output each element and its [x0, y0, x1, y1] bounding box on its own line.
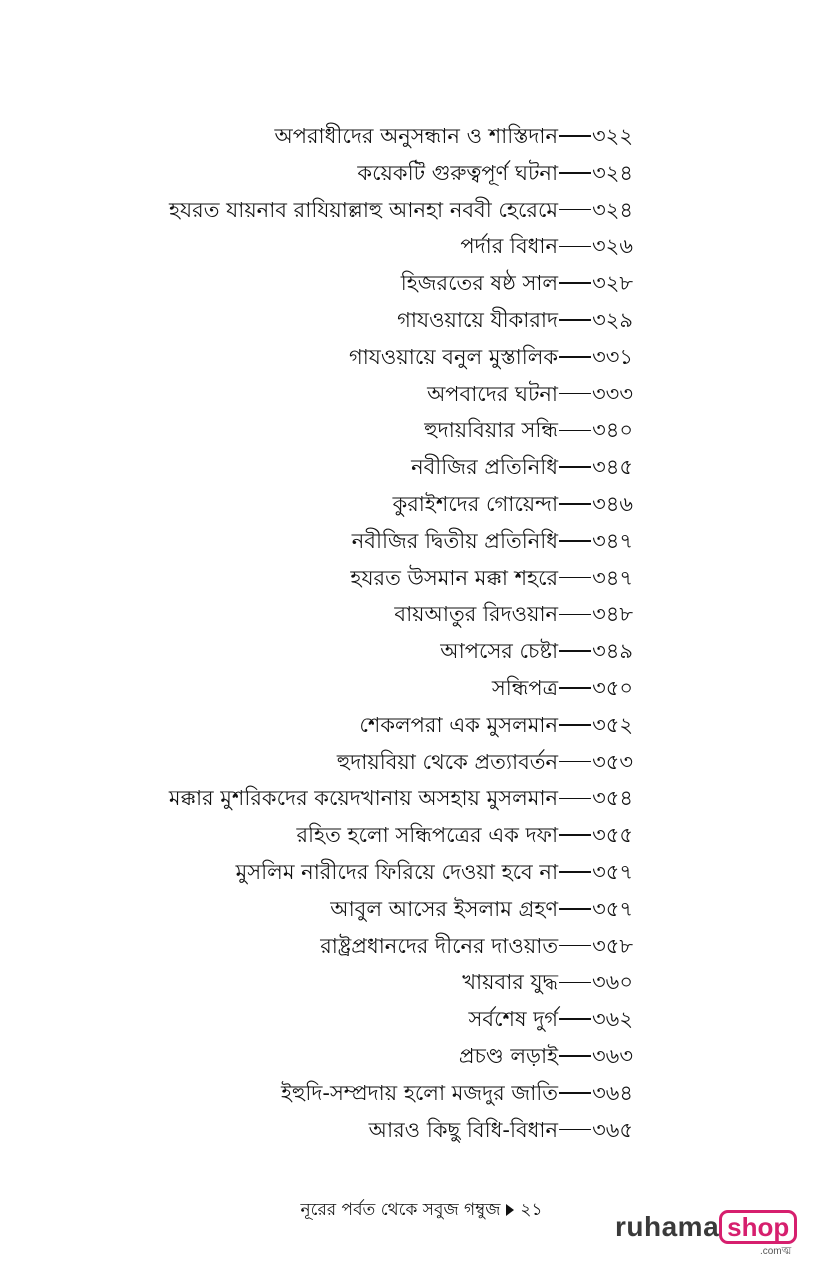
toc-entry — [33, 928, 633, 965]
toc-entry-page: ৩৪৫ — [592, 455, 633, 480]
toc-entry-title: রাষ্ট্রপ্রধানদের দীনের দাওয়াত — [320, 933, 559, 958]
toc-entry — [33, 523, 633, 560]
toc-entry-title: মক্কার মুশরিকদের কয়েদখানায় অসহায় মুসলমান — [168, 786, 559, 811]
toc-entry-title: অপবাদের ঘটনা — [427, 381, 559, 406]
toc-entry-page: ৩৫৭ — [592, 859, 633, 884]
leader-dash — [559, 209, 591, 211]
toc-entry — [33, 1001, 633, 1038]
toc-entry-page: ৩৩১ — [592, 344, 633, 369]
watermark-ruhama-text: ruhama — [615, 1211, 720, 1242]
toc-entry — [33, 228, 633, 265]
toc-entry-title: পর্দার বিধান — [460, 234, 559, 259]
toc-entry-page: ৩২৮ — [592, 271, 633, 296]
toc-entry-title: ইহুদি-সম্প্রদায় হলো মজদুর জাতি — [281, 1080, 559, 1105]
toc-entry-title: আবুল আসের ইসলাম গ্রহণ — [330, 896, 559, 921]
toc-entry-page: ৩২২ — [592, 124, 633, 148]
toc-entry-title: সর্বশেষ দুর্গ — [468, 1007, 559, 1032]
leader-dash — [559, 1055, 591, 1057]
leader-dash — [559, 724, 591, 726]
toc-entry-page: ৩৬২ — [592, 1007, 633, 1032]
leader-dash — [559, 834, 591, 836]
leader-dash — [559, 577, 591, 579]
toc-entry — [33, 192, 633, 229]
leader-dash — [559, 687, 591, 689]
toc-entry-page: ৩৬৩ — [592, 1043, 633, 1068]
toc-entry — [33, 302, 633, 339]
toc-entry-page: ৩৪৬ — [592, 491, 633, 516]
table-of-contents — [33, 118, 633, 1148]
toc-entry-title: খায়বার যুদ্ধ — [462, 970, 559, 995]
watermark-logo — [615, 1210, 797, 1257]
toc-entry-title: প্রচণ্ড লড়াই — [458, 1043, 559, 1068]
toc-entry — [33, 817, 633, 854]
toc-entry-title: অপরাধীদের অনুসন্ধান ও শাস্তিদান — [274, 124, 559, 148]
toc-entry — [33, 449, 633, 486]
toc-entry-title: আপসের চেষ্টা — [440, 639, 559, 664]
leader-dash — [559, 466, 591, 468]
toc-entry-page: ৩২৪ — [592, 160, 633, 185]
toc-entry — [33, 670, 633, 707]
toc-entry-page: ৩৬৪ — [592, 1080, 633, 1105]
toc-entry-page: ৩৪৭ — [592, 528, 633, 553]
toc-entry — [33, 155, 633, 192]
toc-entry-page: ৩৪৮ — [592, 602, 633, 627]
toc-entry — [33, 633, 633, 670]
toc-entry-page: ৩২৬ — [592, 234, 633, 259]
leader-dash — [559, 246, 591, 248]
toc-entry-title: হুদায়বিয়ার সন্ধি — [424, 418, 559, 443]
toc-entry — [33, 486, 633, 523]
toc-entry-page: ৩৪০ — [592, 418, 633, 443]
leader-dash — [559, 871, 591, 873]
toc-entry — [33, 412, 633, 449]
leader-dash — [559, 319, 591, 321]
toc-entry-page: ৩৫৭ — [592, 896, 633, 921]
toc-entry-title: হযরত উসমান মক্কা শহরে — [350, 565, 559, 590]
toc-entry-page: ৩৫২ — [592, 712, 633, 737]
toc-entry-title: বায়আতুর রিদওয়ান — [394, 602, 559, 627]
toc-entry-page: ৩৫৫ — [592, 823, 633, 848]
toc-entry-page: ৩৪৭ — [592, 565, 633, 590]
toc-entry-title: হিজরতের ষষ্ঠ সাল — [400, 271, 559, 296]
leader-dash — [559, 614, 591, 616]
toc-entry-title: কয়েকটি গুরুত্বপূর্ণ ঘটনা — [357, 160, 559, 185]
leader-dash — [559, 945, 591, 947]
toc-entry-title: রহিত হলো সন্ধিপত্রের এক দফা — [296, 823, 559, 848]
leader-dash — [559, 1092, 591, 1094]
toc-entry — [33, 780, 633, 817]
toc-entry-page: ৩৩৩ — [592, 381, 633, 406]
leader-dash — [559, 1129, 591, 1131]
toc-entry-title: হযরত যায়নাব রাযিয়াল্লাহু আনহা নববী হেরেমে — [169, 197, 559, 222]
toc-entry — [33, 1075, 633, 1112]
leader-dash — [559, 982, 591, 984]
toc-entry-page: ৩৫৮ — [592, 933, 633, 958]
toc-entry-page: ৩৬০ — [592, 970, 633, 995]
toc-entry — [33, 376, 633, 413]
toc-entry-page: ৩৬৫ — [592, 1117, 633, 1142]
toc-entry-title: নবীজির দ্বিতীয় প্রতিনিধি — [351, 528, 559, 553]
leader-dash — [559, 503, 591, 505]
toc-entry-title: নবীজির প্রতিনিধি — [411, 455, 559, 480]
watermark-domain: .comত্ম — [759, 1246, 792, 1257]
toc-entry-page: ৩৫৪ — [592, 786, 633, 811]
toc-entry — [33, 707, 633, 744]
play-arrow-icon — [506, 1204, 514, 1216]
toc-entry-page: ৩২৪ — [592, 197, 633, 222]
toc-entry — [33, 560, 633, 597]
leader-dash — [559, 172, 591, 174]
toc-entry — [33, 854, 633, 891]
toc-entry-title: মুসলিম নারীদের ফিরিয়ে দেওয়া হবে না — [235, 859, 559, 884]
leader-dash — [559, 761, 591, 763]
toc-entry-title: হুদায়বিয়া থেকে প্রত্যাবর্তন — [336, 749, 559, 774]
toc-entry — [33, 1112, 633, 1149]
toc-entry-title: শেকলপরা এক মুসলমান — [359, 712, 559, 737]
toc-entry-page: ৩৫০ — [592, 675, 633, 700]
leader-dash — [559, 393, 591, 395]
leader-dash — [559, 282, 591, 284]
toc-entry — [33, 596, 633, 633]
leader-dash — [559, 540, 591, 542]
toc-entry-page: ৩৫৩ — [592, 749, 633, 774]
toc-entry-title: আরও কিছু বিধি-বিধান — [368, 1117, 559, 1142]
toc-entry — [33, 1038, 633, 1075]
page-number: ২১ — [520, 1200, 543, 1220]
toc-entry-title: সন্ধিপত্র — [491, 675, 559, 700]
toc-entry — [33, 964, 633, 1001]
toc-entry-title: গাযওয়ায়ে যীকারাদ — [397, 307, 559, 332]
toc-entry — [33, 891, 633, 928]
leader-dash — [559, 908, 591, 910]
toc-entry-title: কুরাইশদের গোয়েন্দা — [392, 491, 559, 516]
toc-entry — [33, 339, 633, 376]
toc-entry — [33, 744, 633, 781]
leader-dash — [559, 135, 591, 137]
running-title: নূরের পর্বত থেকে সবুজ গম্বুজ — [300, 1200, 501, 1220]
toc-entry-page: ৩২৯ — [592, 307, 633, 332]
toc-entry-title: গাযওয়ায়ে বনুল মুস্তালিক — [348, 344, 559, 369]
leader-dash — [559, 430, 591, 432]
toc-entry-page: ৩৪৯ — [592, 639, 633, 664]
leader-dash — [559, 650, 591, 652]
leader-dash — [559, 798, 591, 800]
leader-dash — [559, 1018, 591, 1020]
watermark-shop-badge: shop — [719, 1210, 797, 1244]
leader-dash — [559, 356, 591, 358]
toc-entry — [33, 265, 633, 302]
toc-entry — [33, 118, 633, 155]
